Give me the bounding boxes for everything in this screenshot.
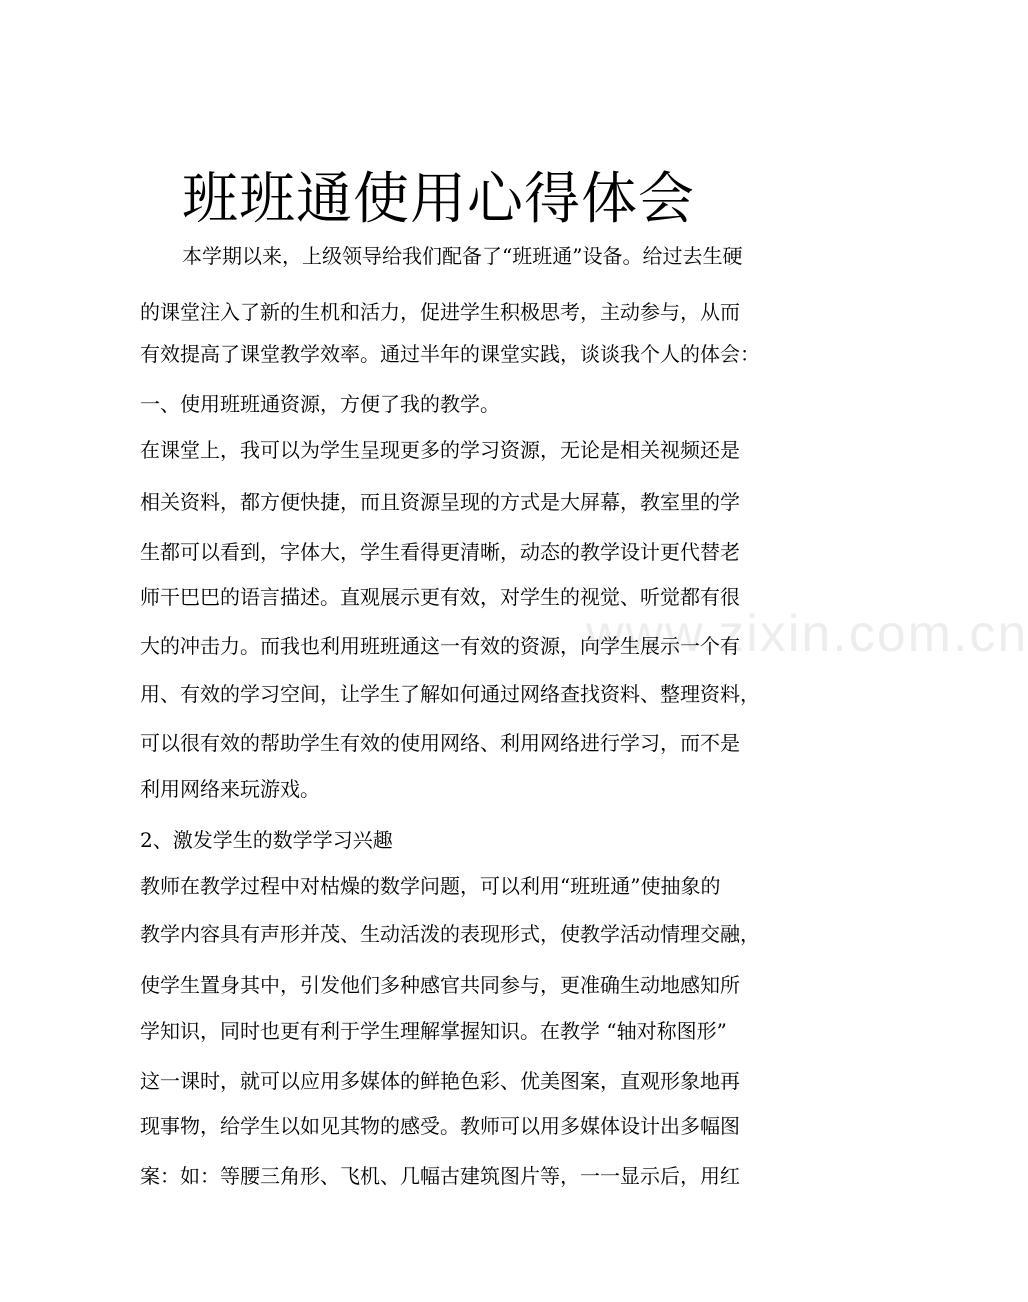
paragraph-line: 相关资料，都方便快捷，而且资源呈现的方式是大屏幕，教室里的学 (140, 490, 740, 514)
paragraph-line: 有效提高了课堂教学效率。通过半年的课堂实践，谈谈我个人的体会： (140, 342, 760, 366)
paragraph-line: 教学内容具有声形并茂、生动活泼的表现形式，使教学活动情理交融， (140, 922, 760, 946)
paragraph-line: 现事物，给学生以如见其物的感受。教师可以用多媒体设计出多幅图 (140, 1114, 740, 1138)
paragraph-line: 学知识，同时也更有利于学生理解掌握知识。在教学 “轴对称图形” (140, 1019, 727, 1043)
paragraph-line: 本学期以来，上级领导给我们配备了“班班通”设备。给过去生硬 (182, 244, 743, 268)
paragraph-line: 生都可以看到，字体大，学生看得更清晰，动态的教学设计更代替老 (140, 540, 740, 564)
document-title: 班班通使用心得体会 (182, 167, 695, 232)
paragraph-line: 的课堂注入了新的生机和活力，促进学生积极思考，主动参与，从而 (140, 300, 740, 324)
watermark: www.zixin.com.cn (586, 605, 1028, 663)
section-heading: 2、激发学生的数学学习兴趣 (140, 828, 393, 852)
paragraph-line: 可以很有效的帮助学生有效的使用网络、利用网络进行学习，而不是 (140, 731, 740, 755)
paragraph-line: 在课堂上，我可以为学生呈现更多的学习资源，无论是相关视频还是 (140, 438, 740, 462)
paragraph-line: 这一课时，就可以应用多媒体的鲜艳色彩、优美图案，直观形象地再 (140, 1069, 740, 1093)
paragraph-line: 使学生置身其中，引发他们多种感官共同参与，更准确生动地感知所 (140, 973, 740, 997)
section-heading: 一、使用班班通资源，方便了我的教学。 (140, 392, 500, 416)
paragraph-line: 师干巴巴的语言描述。直观展示更有效，对学生的视觉、听觉都有很 (140, 585, 740, 609)
paragraph-line: 用、有效的学习空间，让学生了解如何通过网络查找资料、整理资料， (140, 682, 760, 706)
paragraph-line: 案：如：等腰三角形、飞机、几幅古建筑图片等，一一显示后，用红 (140, 1164, 740, 1188)
paragraph-line: 教师在教学过程中对枯燥的数学问题，可以利用“班班通”使抽象的 (140, 874, 721, 898)
paragraph-line: 大的冲击力。而我也利用班班通这一有效的资源，向学生展示一个有 (140, 634, 740, 658)
paragraph-line: 利用网络来玩游戏。 (140, 777, 320, 801)
